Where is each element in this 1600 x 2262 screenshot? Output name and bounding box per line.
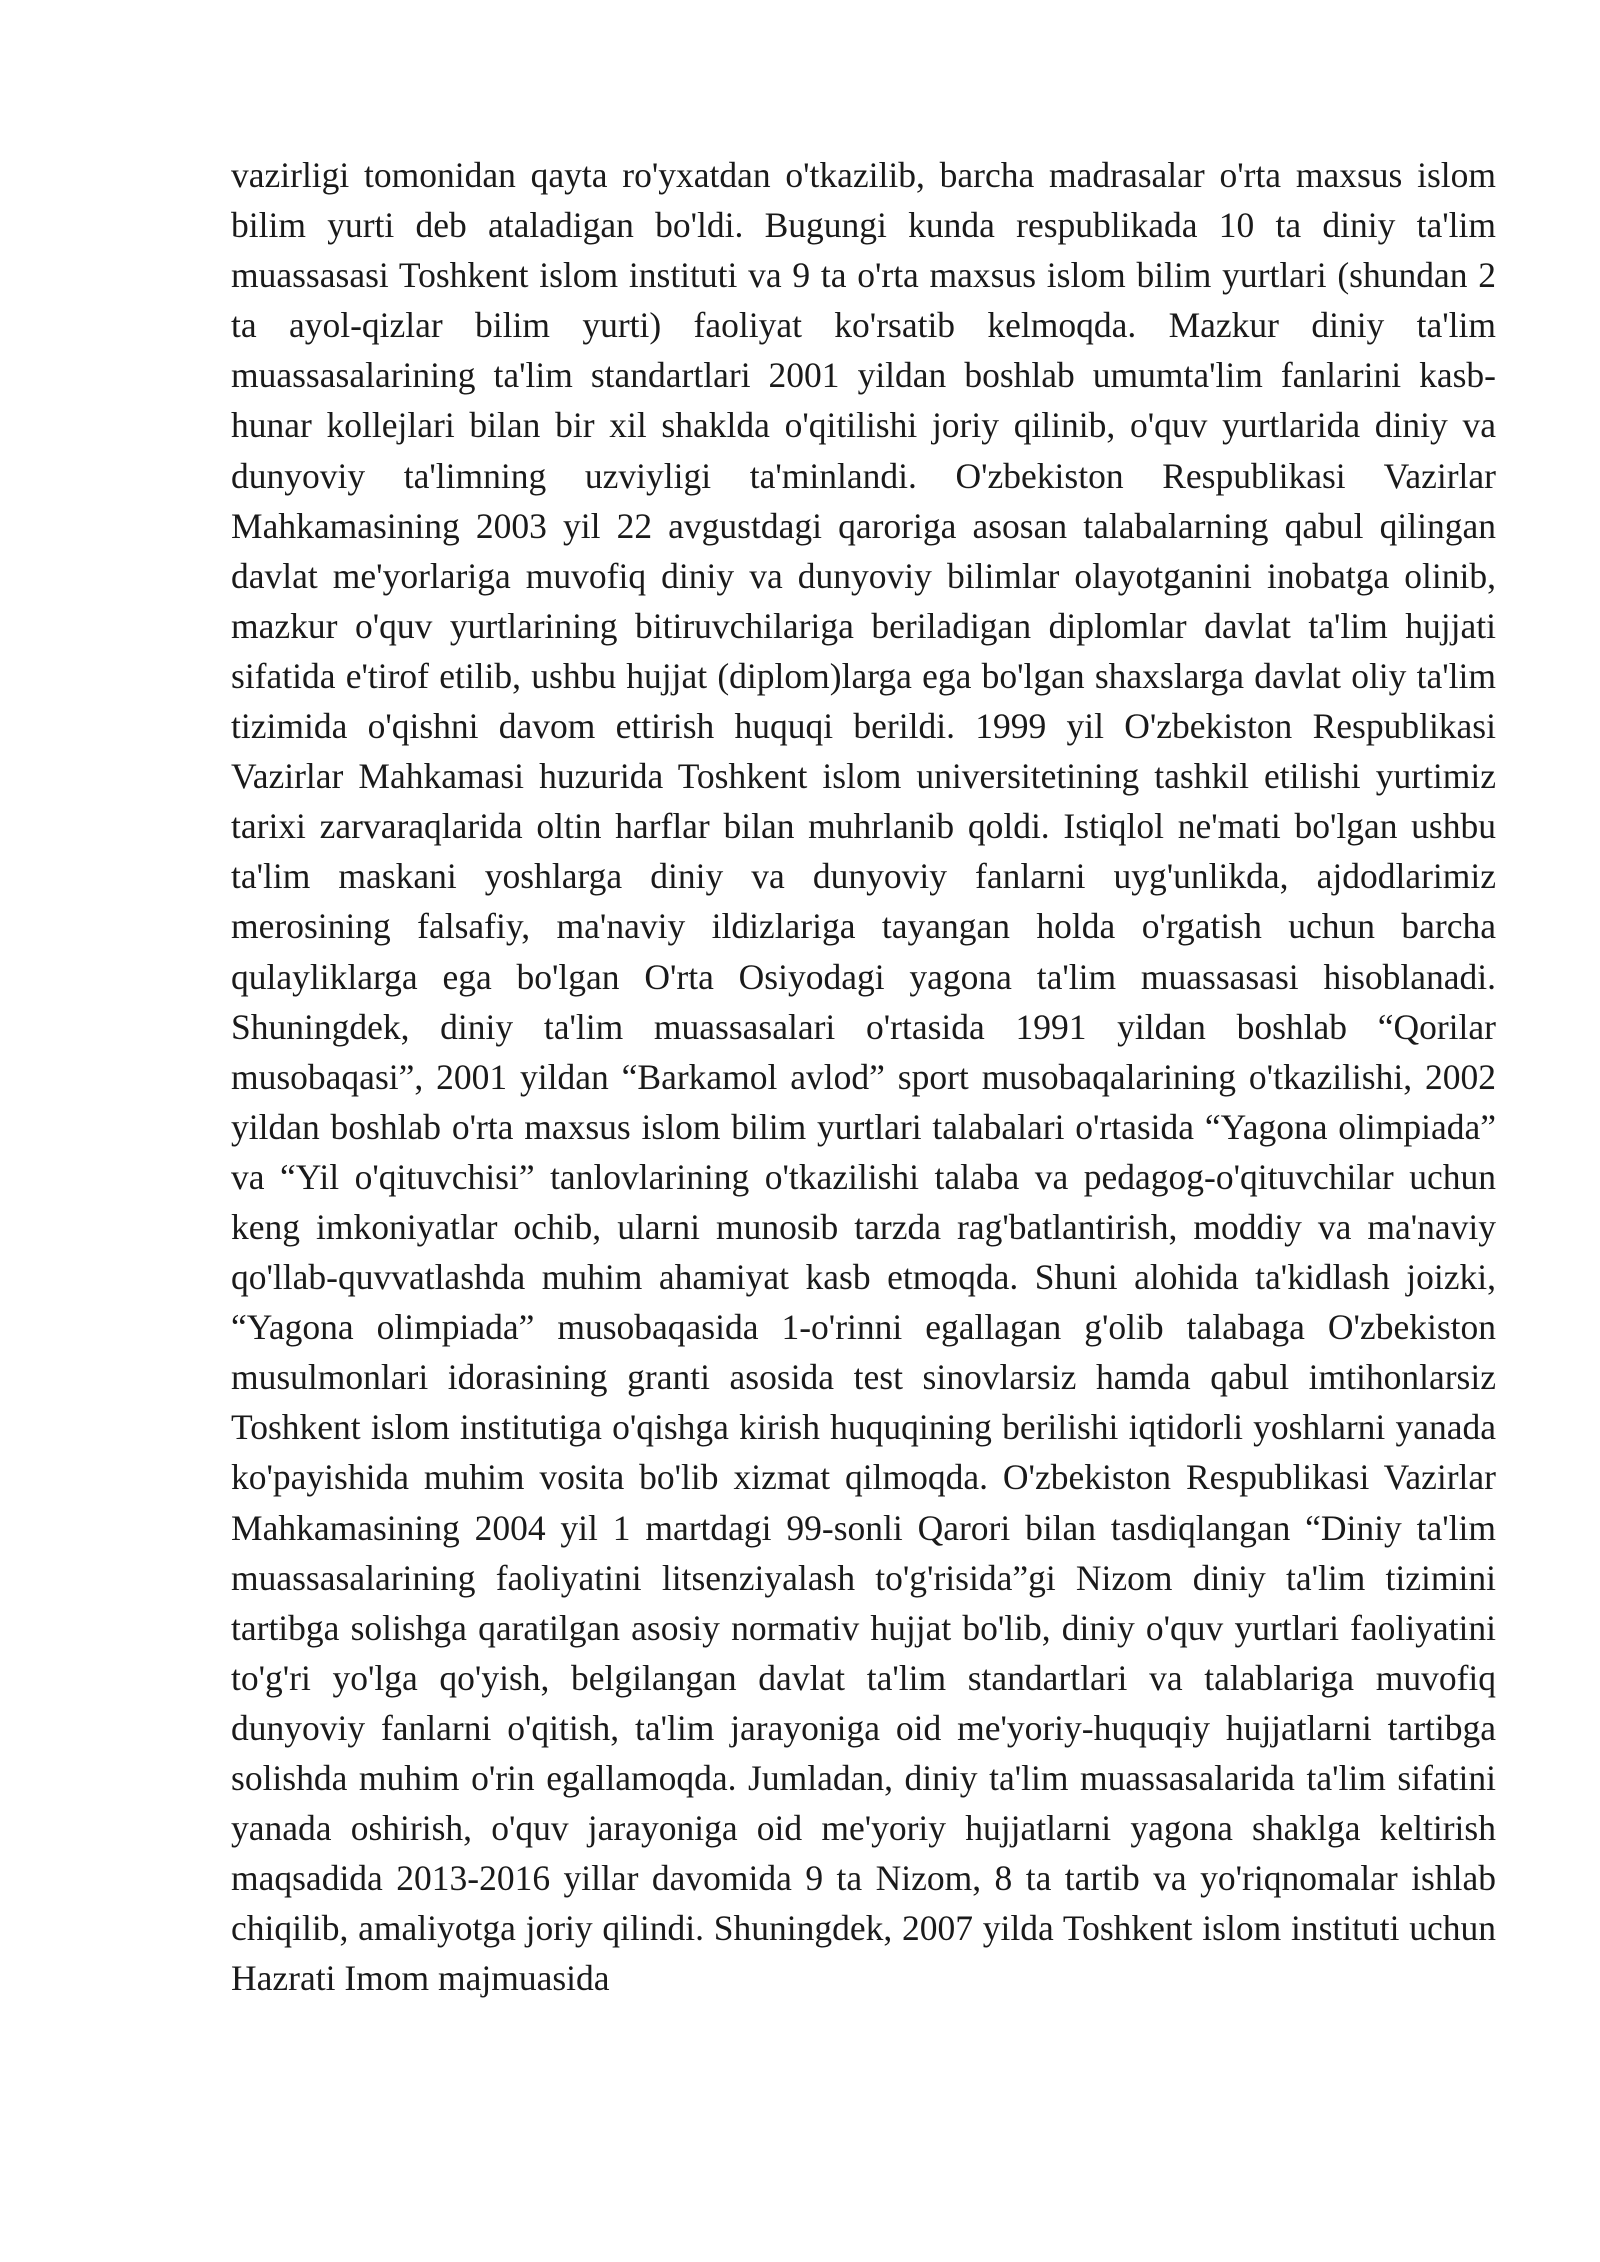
body-paragraph: vazirligi tomonidan qayta ro'yxatdan o'tkazilib, barcha madrasalar o'rta maxsus islom bilim yurti deb ataladigan bo'ldi. Bugungi kunda respublikada 10 ta diniy ta'lim muassasasi Toshkent islom instituti va 9 ta o'rta maxsus islom bilim yurtlari (shundan 2 ta ayol-qizlar bilim yurti) faoliyat ko'rsatib kelmoqda. Mazkur diniy ta'lim muassasalarining ta'lim standartlari 2001 yildan boshlab umumta'lim fanlarini kasb-hunar kollejlari bilan bir xil shaklda o'qitilishi joriy qilinib, o'quv yurtlarida diniy va dunyoviy ta'limning uzviyligi ta'minlandi. O'zbekiston Respublikasi Vazirlar Mahkamasining 2003 yil 22 avgustdagi qaroriga asosan talabalarning qabul qilingan davlat me'yorlariga muvofiq diniy va dunyoviy bilimlar olayotganini inobatga olinib, mazkur o'quv yurtlarining bitiruvchilariga beriladigan diplomlar davlat ta'lim hujjati sifatida e'tirof etilib, ushbu hujjat (diplom)larga ega bo'lgan shaxslarga davlat oliy ta'lim tizimida o'qishni davom ettirish huquqi berildi. 1999 yil O'zbekiston Respublikasi Vazirlar Mahkamasi huzurida Toshkent islom universitetining tashkil etilishi yurtimiz tarixi zarvaraqlarida oltin harflar bilan muhrlanib qoldi. Istiqlol ne'mati bo'lgan ushbu ta'lim maskani yoshlarga diniy va dunyoviy fanlarni uyg'unlikda, ajdodlarimiz merosining falsafiy, ma'naviy ildizlariga tayangan holda o'rgatish uchun barcha qulayliklarga ega bo'lgan O'rta Osiyodagi yagona ta'lim muassasasi hisoblanadi. Shuningdek, diniy ta'lim muassasalari o'rtasida 1991 yildan boshlab “Qorilar musobaqasi”, 2001 yildan “Barkamol avlod” sport musobaqalarining o'tkazilishi, 2002 yildan boshlab o'rta maxsus islom bilim yurtlari talabalari o'rtasida “Yagona olimpiada” va “Yil o'qituvchisi” tanlovlarining o'tkazilishi talaba va pedagog-o'qituvchilar uchun keng imkoniyatlar ochib, ularni munosib tarzda rag'batlantirish, moddiy va ma'naviy qo'llab-quvvatlashda muhim ahamiyat kasb etmoqda. Shuni alohida ta'kidlash joizki, “Yagona olimpiada” musobaqasida 1-o'rinni egallagan g'olib talabaga O'zbekiston musulmonlari idorasining granti asosida test sinovlarsiz hamda qabul imtihonlarsiz Toshkent islom institutiga o'qishga kirish huquqining berilishi iqtidorli yoshlarni yanada ko'payishida muhim vosita bo'lib xizmat qilmoqda. O'zbekiston Respublikasi Vazirlar Mahkamasining 2004 yil 1 martdagi 99-sonli Qarori bilan tasdiqlangan “Diniy ta'lim muassasalarining faoliyatini litsenziyalash to'g'risida”gi Nizom diniy ta'lim tizimini tartibga solishga qaratilgan asosiy normativ hujjat bo'lib, diniy o'quv yurtlari faoliyatini to'g'ri yo'lga qo'yish, belgilangan davlat ta'lim standartlari va talablariga muvofiq dunyoviy fanlarni o'qitish, ta'lim jarayoniga oid me'yoriy-huquqiy hujjatlarni tartibga solishda muhim o'rin egallamoqda. Jumladan, diniy ta'lim muassasalarida ta'lim sifatini yanada oshirish, o'quv jarayoniga oid me'yoriy hujjatlarni yagona shaklga keltirish maqsadida 2013-2016 yillar davomida 9 ta Nizom, 8 ta tartib va yo'riqnomalar ishlab chiqilib, amaliyotga joriy qilindi. Shuningdek, 2007 yilda Toshkent islom instituti uchun Hazrati Imom majmuasida <box>231 155 1496 1999</box>
